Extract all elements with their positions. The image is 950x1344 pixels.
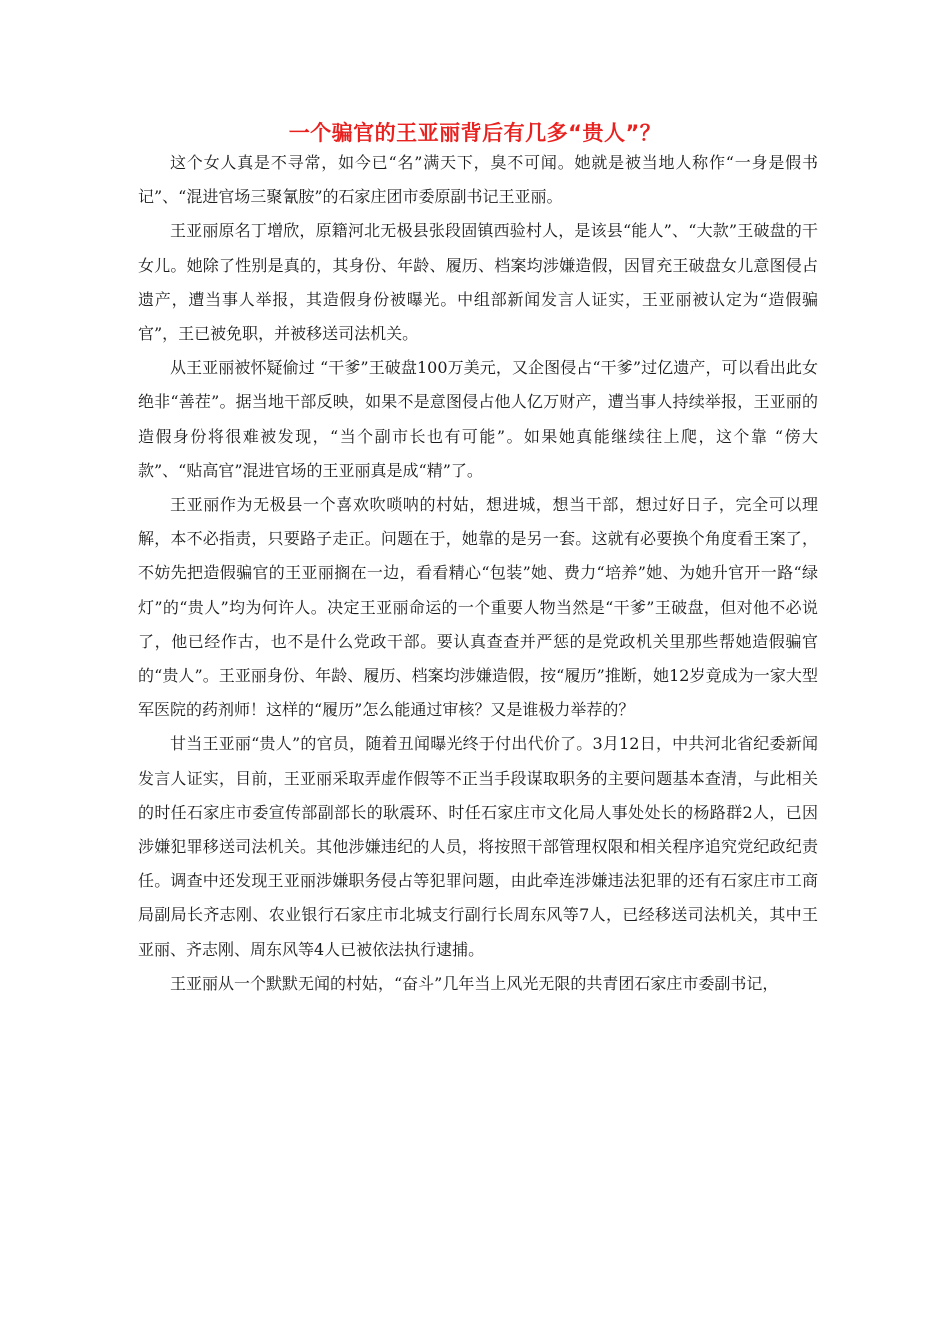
document-body	[138, 146, 818, 1001]
paragraph-5: 甘当王亚丽“贵人”的官员，随着丑闻曝光终于付出代价了。3月12日，中共河北省纪委新闻发言人证实，目前，王亚丽采取弄虚作假等不正当手段谋取职务的主要问题基本查清，与此相关的时任石家庄市委宣传部副部长的耿震环、时任石家庄市文化局人事处处长的杨路群2人，已因涉嫌犯罪移送司法机关。其他涉嫌违纪的人员，将按照干部管理权限和相关程序追究党纪政纪责任。调查中还发现王亚丽涉嫌职务侵占等犯罪问题，由此牵连涉嫌违法犯罪的还有石家庄市工商局副局长齐志刚、农业银行石家庄市北城支行副行长周东风等7人，已经移送司法机关，其中王亚丽、齐志刚、周东风等4人已被依法执行逮捕。	[138, 734, 818, 959]
paragraph-2: 王亚丽原名丁增欣，原籍河北无极县张段固镇西验村人，是该县“能人”、“大款”王破盘的干女儿。她除了性别是真的，其身份、年龄、履历、档案均涉嫌造假，因冒充王破盘女儿意图侵占遗产，遭当事人举报，其造假身份被曝光。中组部新闻发言人证实，王亚丽被认定为“造假骗官”，王已被免职，并被移送司法机关。	[138, 221, 818, 344]
paragraph-1: 这个女人真是不寻常，如今已“名”满天下，臭不可闻。她就是被当地人称作“一身是假书记”、“混进官场三聚氰胺”的石家庄团市委原副书记王亚丽。	[138, 153, 818, 207]
paragraph-6: 王亚丽从一个默默无闻的村姑，“奋斗”几年当上风光无限的共青团石家庄市委副书记，	[170, 973, 779, 993]
paragraph-3: 从王亚丽被怀疑偷过 “干爹”王破盘100万美元，又企图侵占“干爹”过亿遗产，可以看出此女绝非“善茬”。据当地干部反映，如果不是意图侵占他人亿万财产，遭当事人持续举报，王亚丽的造假身份将很难被发现，“当个副市长也有可能”。如果她真能继续往上爬，这个靠 “傍大款”、“贴高官”混进官场的王亚丽真是成“精”了。	[138, 358, 818, 480]
document-title: 一个骗官的王亚丽背后有几多“贵人”？	[288, 121, 662, 145]
paragraph-4: 王亚丽作为无极县一个喜欢吹唢呐的村姑，想进城，想当干部，想过好日子，完全可以理解，本不必指责，只要路子走正。问题在于，她靠的是另一套。这就有必要换个角度看王案了，不妨先把造假骗官的王亚丽搁在一边，看看精心“包装”她、费力“培养”她、为她升官开一路“绿灯”的“贵人”均为何许人。决定王亚丽命运的一个重要人物当然是“干爹”王破盘，但对他不必说了，他已经作古，也不是什么党政干部。要认真查查并严惩的是党政机关里那些帮她造假骗官的“贵人”。王亚丽身份、年龄、履历、档案均涉嫌造假，按“履历”推断，她12岁竟成为一家大型军医院的药剂师！这样的“履历”怎么能通过审核？又是谁极力举荐的？	[138, 495, 818, 720]
